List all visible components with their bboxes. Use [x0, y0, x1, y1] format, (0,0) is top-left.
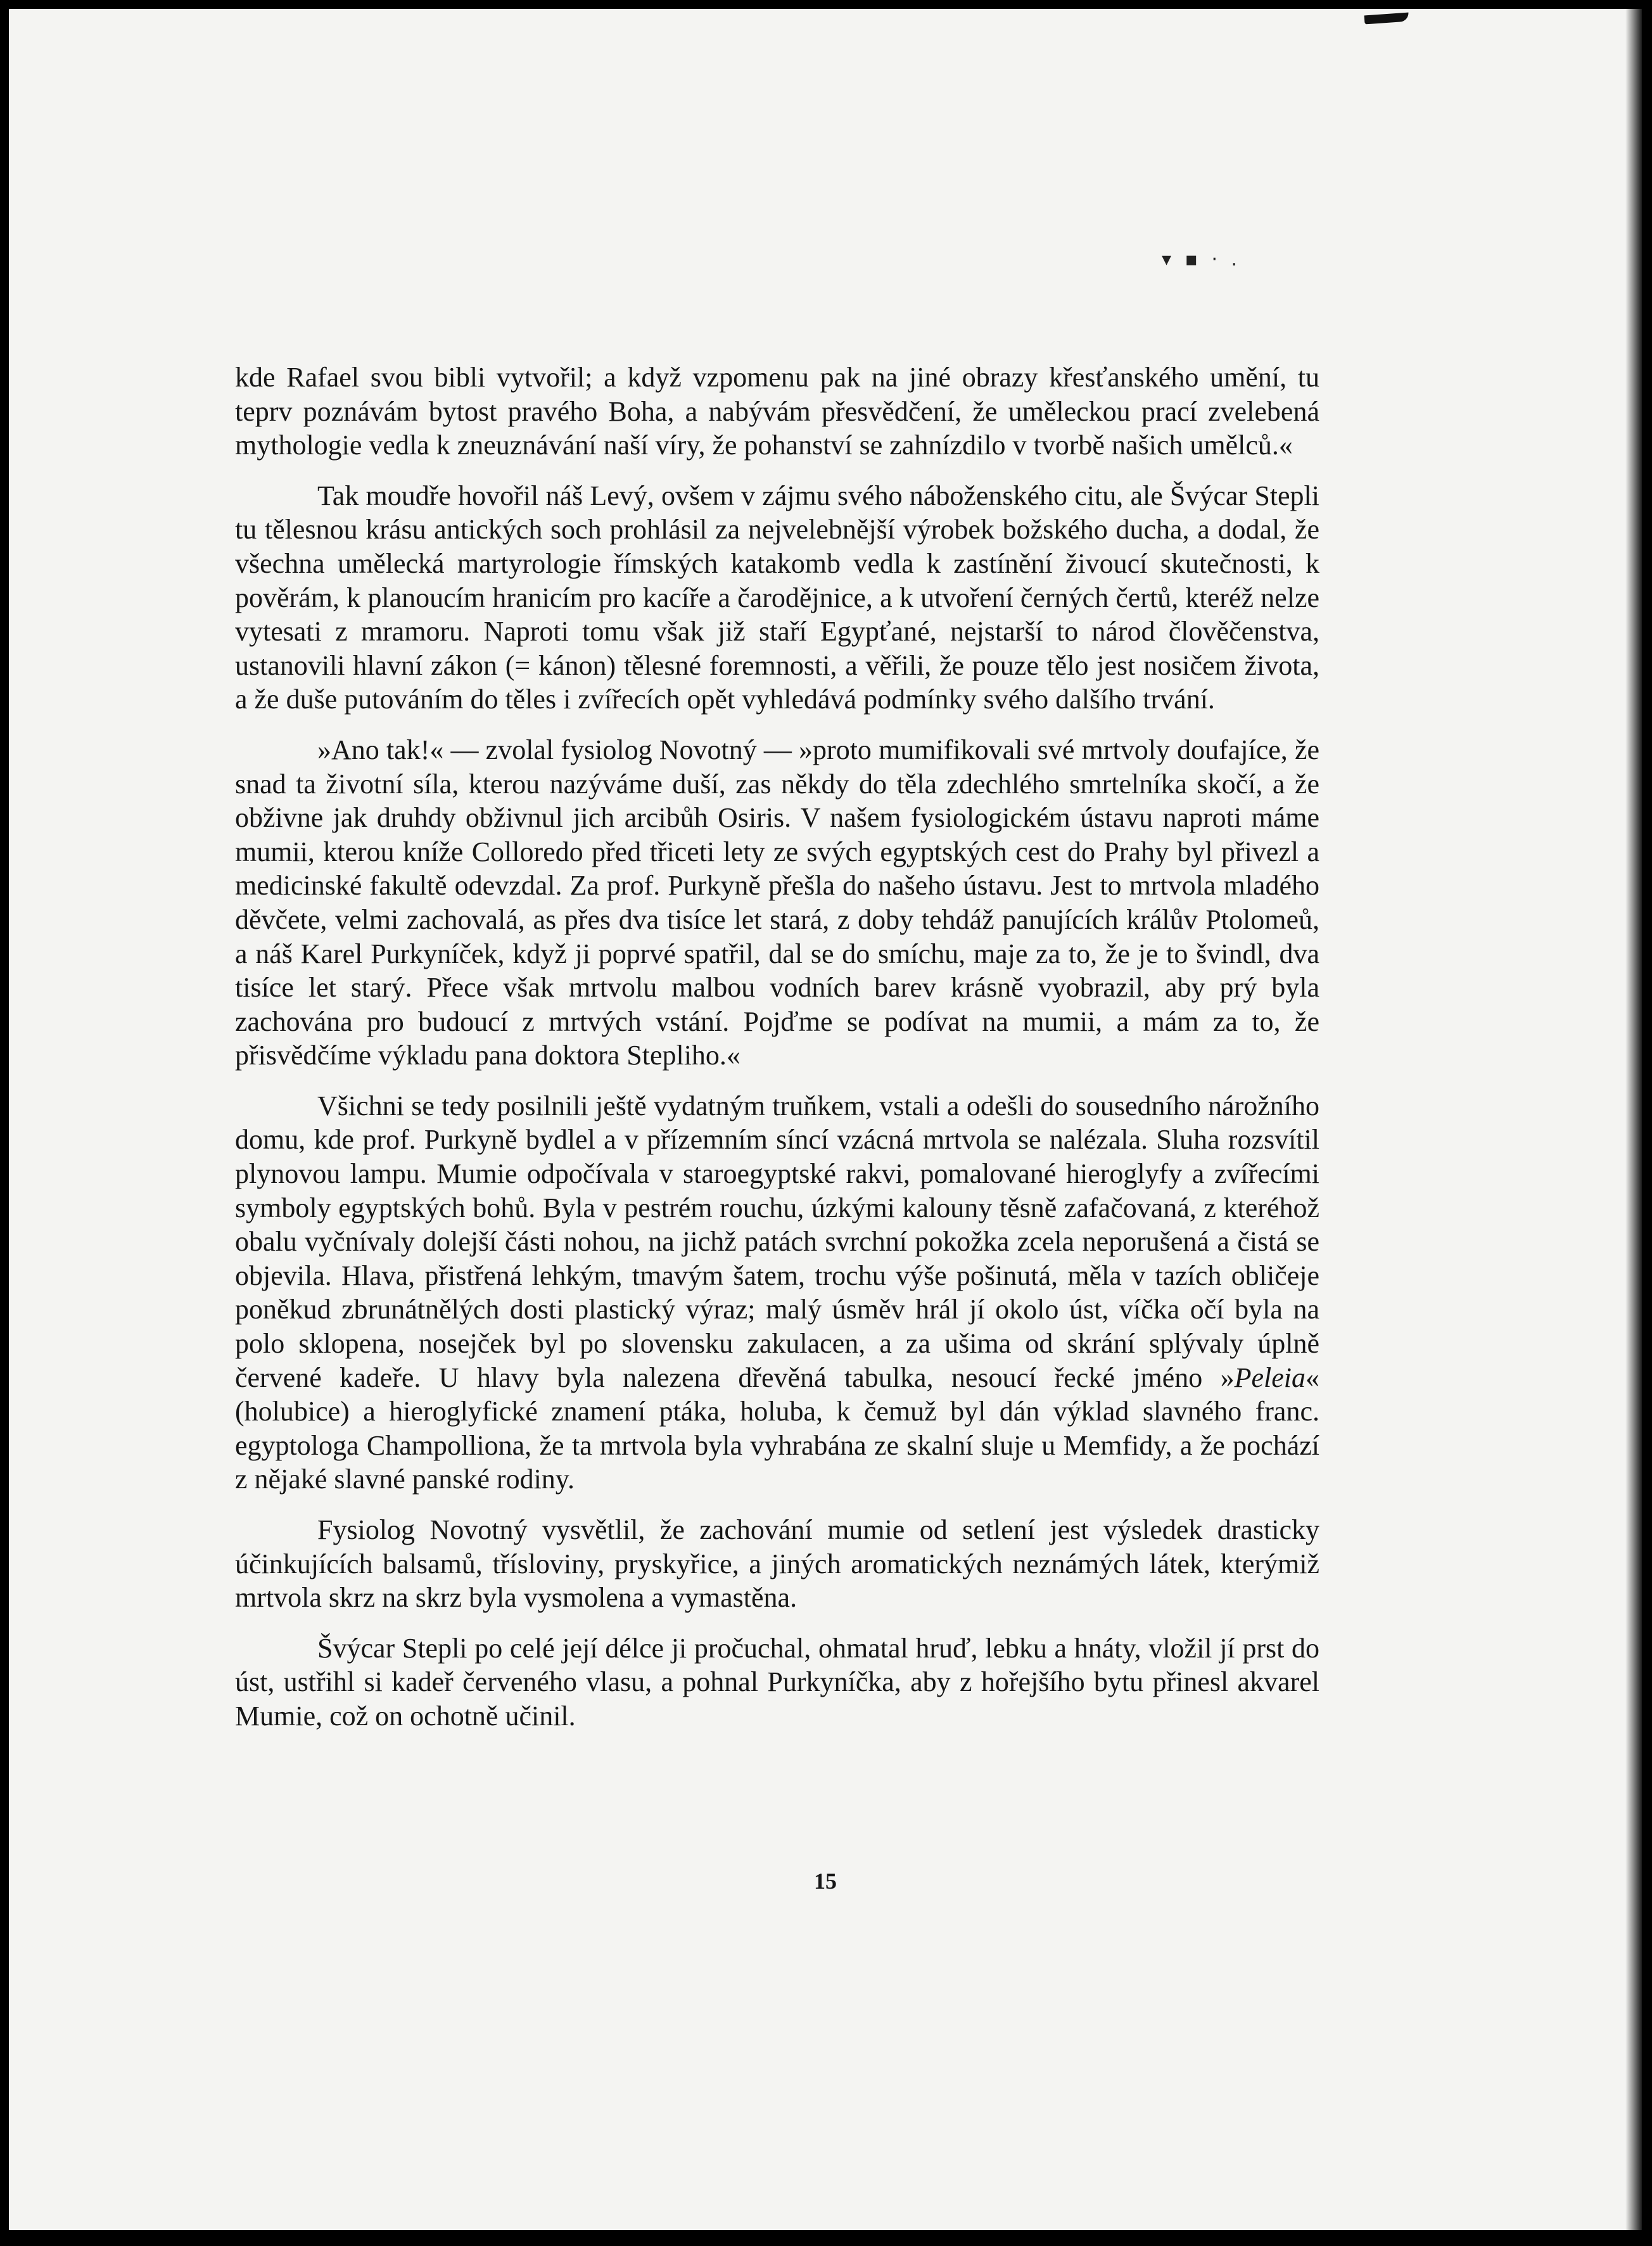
paragraph-1: [235, 361, 1319, 463]
page-edge-shadow: [1625, 9, 1642, 2230]
paragraph-1-text: kde Rafael svou bibli vytvořil; a když vzpomenu pak na jiné obrazy křesťanského umění, tu teprv poznávám bytost pravého Boha, a nabývám přesvědčení, že uměleckou prací zvelebená mythologie vedla k zneuznávání naší víry, že pohanství se zahnízdilo v tvorbě našich umělců.«: [235, 362, 1319, 461]
paragraph-4: [235, 1089, 1319, 1496]
scan-specks: ▾ ▪ · .: [1162, 248, 1242, 271]
scan-corner-mark: [1364, 13, 1409, 25]
body-text: [235, 361, 1319, 1750]
paragraph-2-text: Tak moudře hovořil náš Levý, ovšem v zájmu svého náboženského citu, ale Švýcar Stepli tu tělesnou krásu antických soch prohlásil za nejvelebnější výrobek božského ducha, a dodal, že všechna umělecká martyrologie římských katakomb vedla k zastínění živoucí skutečnosti, k pověrám, k planoucím hranicím pro kacíře a čarodějnice, a k utvoření černých čertů, kteréž nelze vytesati z mramoru. Naproti tomu však již staří Egypťané, nejstarší to národ člověčenstva, ustanovili hlavní zákon (= kánon) tělesné foremnosti, a věřili, že pouze tělo jest nosičem života, a že duše putováním do těles i zvířecích opět vyhledává podmínky svého dalšího trvání.: [235, 480, 1319, 715]
paragraph-4-italic-name: Peleia: [1234, 1362, 1306, 1393]
paragraph-4-text-b: « (holubice) a hieroglyfické znamení ptáka, holuba, k čemuž byl dán výklad slavného franc. egyptologa Champolliona, že ta mrtvola byla vyhrabána ze skalní sluje u Memfidy, a že pochází z nějaké slavné panské rodiny.: [235, 1362, 1319, 1495]
paragraph-2: [235, 479, 1319, 717]
paragraph-6: [235, 1631, 1319, 1733]
paragraph-3-text: »Ano tak!« — zvolal fysiolog Novotný — »proto mumifikovali své mrtvoly doufajíce, že snad ta životní síla, kterou nazýváme duší, zas někdy do těla zdechlého smrtelníka skočí, a že obživne jak druhdy obživnul jich arcibůh Osiris. V našem fysiologickém ústavu naproti máme mumii, kterou kníže Colloredo před třiceti lety ze svých egyptských cest do Prahy byl přivezl a medicinské fakultě odevzdal. Za prof. Purkyně přešla do našeho ústavu. Jest to mrtvola mladého děvčete, velmi zachovalá, as přes dva tisíce let stará, z doby tehdáž panujících králův Ptolomeů, a náš Karel Purkyníček, když ji poprvé spatřil, dal se do smíchu, maje za to, že je to švindl, dva tisíce let starý. Přece však mrtvolu malbou vodních barev krásně vyobrazil, aby prý byla zachována pro budoucí z mrtvých vstání. Pojďme se podívat na mumii, a mám za to, že přisvědčíme výkladu pana doktora Stepliho.«: [235, 734, 1319, 1071]
paragraph-6-text: Švýcar Stepli po celé její délce ji pročuchal, ohmatal hruď, lebku a hnáty, vložil jí prst do úst, ustřihl si kadeř červeného vlasu, a pohnal Purkyníčka, aby z hořejšího bytu přinesl akvarel Mumie, což on ochotně učinil.: [235, 1632, 1319, 1732]
page-number: 15: [814, 1868, 837, 1894]
paragraph-5: [235, 1513, 1319, 1615]
paragraph-3: [235, 733, 1319, 1073]
page: [9, 9, 1642, 2230]
paragraph-4-text-a: Všichni se tedy posilnili ještě vydatným truňkem, vstali a odešli do sousedního nárožního domu, kde prof. Purkyně bydlel a v přízemním síncí vzácná mrtvola se nalézala. Sluha rozsvítil plynovou lampu. Mumie odpočívala v staroegyptské rakvi, pomalované hieroglyfy a zvířecími symboly egyptských bohů. Byla v pestrém rouchu, úzkými kalouny těsně zafačovaná, z kteréhož obalu vyčnívaly dolejší části nohou, na jichž patách svrchní pokožka zcela neporušená a čistá se objevila. Hlava, přistřená lehkým, tmavým šatem, trochu výše pošinutá, měla v tazích obličeje poněkud zbrunátnělých dosti plastický výraz; malý úsměv hrál jí okolo úst, víčka očí byla na polo sklopena, nosejček byl po slovensku zakulacen, a za ušima od skrání splývaly úplně červené kadeře. U hlavy byla nalezena dřevěná tabulka, nesoucí řecké jméno »: [235, 1090, 1319, 1393]
paragraph-5-text: Fysiolog Novotný vysvětlil, že zachování mumie od setlení jest výsledek drasticky účinkujících balsamů, třísloviny, pryskyřice, a jiných aromatických neznámých látek, kterýmiž mrtvola skrz na skrz byla vysmolena a vymastěna.: [235, 1514, 1319, 1614]
